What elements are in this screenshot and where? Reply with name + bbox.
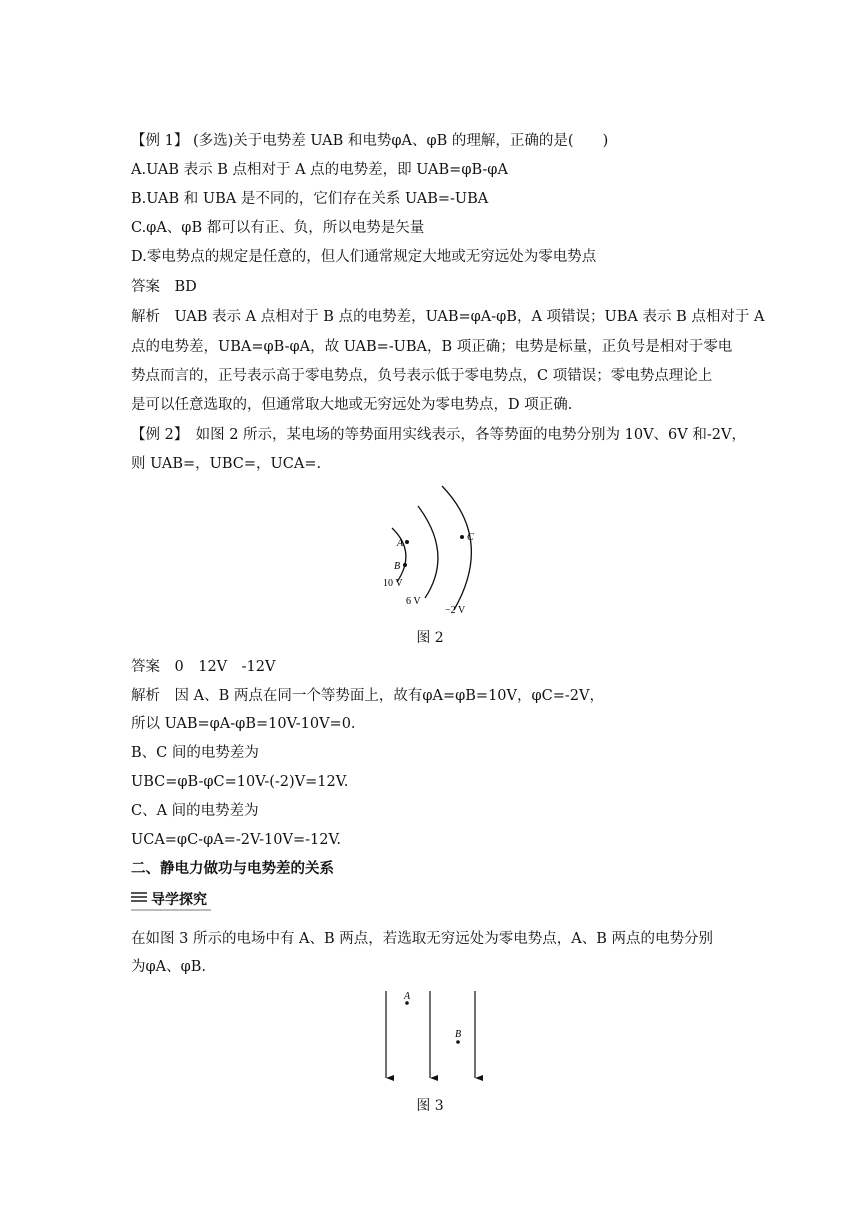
example-2-explanation-5: C、A 间的电势差为 bbox=[131, 803, 259, 819]
label-neg2v: −2 V bbox=[445, 605, 466, 616]
label-b: B bbox=[394, 561, 401, 572]
point-a bbox=[405, 540, 409, 544]
label-a: A bbox=[404, 991, 411, 1002]
example-2-question: 则 UAB=，UBC=，UCA=. bbox=[131, 456, 322, 472]
point-b bbox=[403, 563, 407, 567]
figure-2-equipotential-diagram bbox=[370, 482, 510, 620]
example-2-answer: 答案 0 12V -12V bbox=[131, 659, 276, 675]
figure-2-caption: 图 2 bbox=[416, 630, 444, 646]
example-2-explanation-2: 所以 UAB=φA-φB=10V-10V=0. bbox=[131, 716, 356, 732]
list-icon bbox=[131, 892, 147, 906]
example-2-explanation-6: UCA=φC-φA=-2V-10V=-12V. bbox=[131, 832, 341, 848]
example-2-explanation-1: 解析 因 A、B 两点在同一个等势面上，故有φA=φB=10V，φC=-2V， bbox=[131, 688, 604, 704]
guided-inquiry-tag bbox=[131, 889, 211, 911]
example-1-explanation-3: 势点而言的，正号表示高于零电势点，负号表示低于零电势点，C 项错误；零电势点理论上 bbox=[131, 368, 713, 384]
equipotential-neg2v-arc bbox=[442, 486, 471, 610]
point-c bbox=[460, 535, 464, 539]
option-c: C.φA、φB 都可以有正、负，所以电势是矢量 bbox=[131, 220, 425, 236]
section-2-paragraph-1: 在如图 3 所示的电场中有 A、B 两点，若选取无穷远处为零电势点，A、B 两点的电势分别 bbox=[131, 931, 714, 947]
example-1-explanation-2: 点的电势差，UBA=φB-φA，故 UAB=-UBA，B 项正确；电势是标量，正负号是相对于零电 bbox=[131, 339, 733, 355]
figure-3-field-lines-diagram bbox=[375, 988, 485, 1082]
label-c: C bbox=[467, 532, 474, 543]
label-b: B bbox=[455, 1029, 462, 1040]
label-a: A bbox=[397, 538, 404, 549]
equipotential-6v-arc bbox=[418, 506, 438, 598]
example-1-heading: 【例 1】 (多选)关于电势差 UAB 和电势φA、φB 的理解，正确的是( ) bbox=[131, 133, 609, 149]
guided-inquiry-label: 导学探究 bbox=[151, 892, 207, 908]
option-d: D.零电势点的规定是任意的，但人们通常规定大地或无穷远处为零电势点 bbox=[131, 249, 597, 265]
example-1-answer: 答案 BD bbox=[131, 279, 197, 295]
section-2-title: 二、静电力做功与电势差的关系 bbox=[131, 861, 334, 877]
label-10v: 10 V bbox=[383, 578, 403, 589]
option-a: A.UAB 表示 B 点相对于 A 点的电势差，即 UAB=φB-φA bbox=[131, 162, 508, 178]
section-2-paragraph-2: 为φA、φB. bbox=[131, 959, 207, 975]
equipotential-10v-arc bbox=[392, 528, 406, 582]
label-6v: 6 V bbox=[406, 596, 421, 607]
example-2-explanation-4: UBC=φB-φC=10V-(-2)V=12V. bbox=[131, 774, 349, 790]
example-1-explanation-1: 解析 UAB 表示 A 点相对于 B 点的电势差，UAB=φA-φB，A 项错误；UBA 表示 B 点相对于 A bbox=[131, 309, 765, 325]
option-b: B.UAB 和 UBA 是不同的，它们存在关系 UAB=-UBA bbox=[131, 191, 489, 207]
example-2-explanation-3: B、C 间的电势差为 bbox=[131, 745, 259, 761]
example-2-heading: 【例 2】 如图 2 所示，某电场的等势面用实线表示，各等势面的电势分别为 10V、6V 和-2V， bbox=[131, 427, 746, 443]
figure-3-caption: 图 3 bbox=[416, 1098, 444, 1114]
point-b bbox=[456, 1040, 460, 1044]
example-1-explanation-4: 是可以任意选取的，但通常取大地或无穷远处为零电势点，D 项正确. bbox=[131, 397, 573, 413]
